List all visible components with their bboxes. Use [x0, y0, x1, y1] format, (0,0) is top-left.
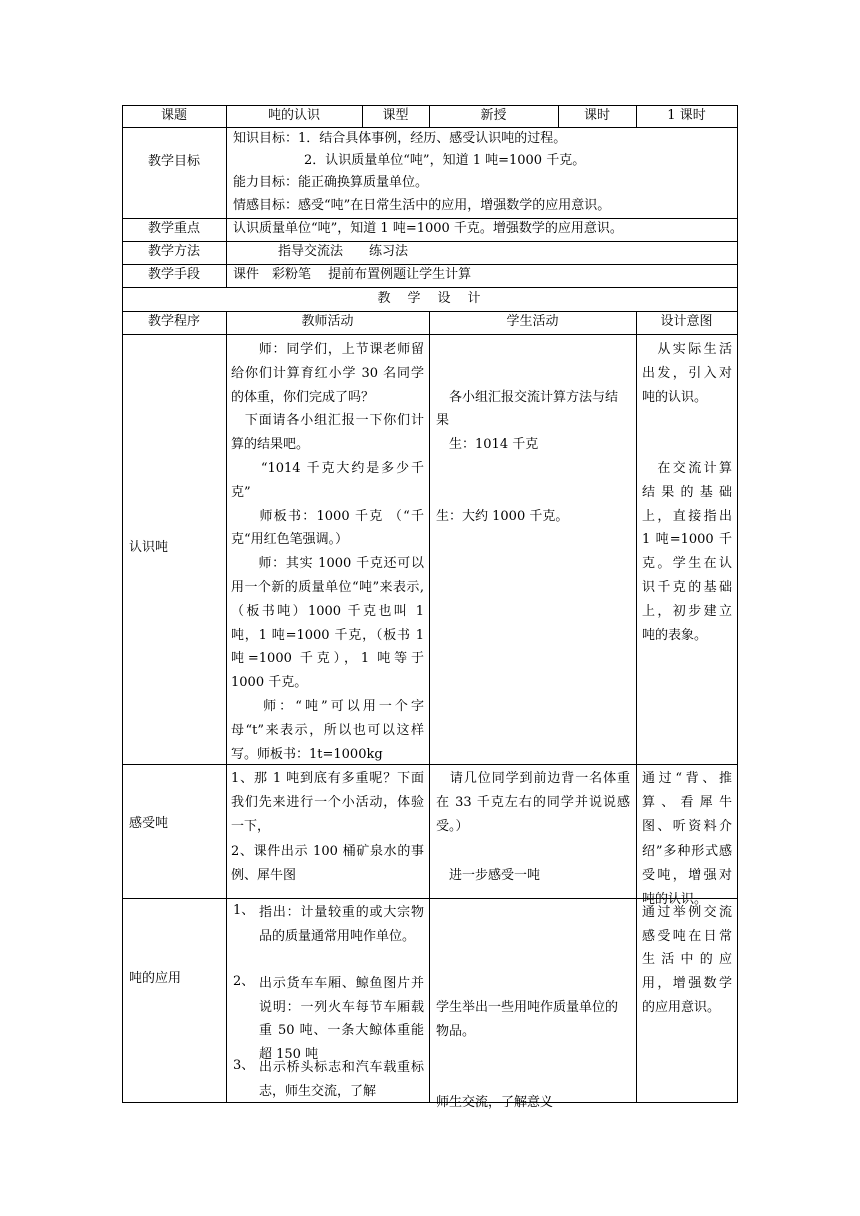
- means-label: 教学手段: [147, 267, 200, 282]
- column-header: 教学程序: [147, 314, 200, 329]
- methods-value: 指导交流法 练习法: [278, 244, 409, 259]
- student-activity: 请几位同学到前边背一名体重在 33 千克左右的同学并说说感受。） 进一步感受一吨: [436, 771, 630, 883]
- objectives-label: 教学目标: [147, 154, 200, 169]
- list-item: 指出：计量较重的或大宗物品的质量通常用吨作单位。: [259, 905, 424, 944]
- rule: [429, 311, 430, 1103]
- design-intent: 通过“背、推算、看犀牛图、听资料介绍”多种形式感受吨，增强对吨的认识。: [642, 771, 732, 908]
- list-marker: 2、: [233, 974, 255, 989]
- rule: [122, 127, 738, 128]
- list-marker: 1、: [233, 903, 255, 918]
- column-header: 设计意图: [660, 314, 713, 329]
- list-marker: 3、: [233, 1058, 255, 1073]
- hours-label: 课时: [583, 108, 610, 123]
- rule: [122, 1102, 738, 1103]
- design-intent: 通过举例交流感受吨在日常生活中的应用，增强数学的应用意识。: [642, 905, 732, 1015]
- rule: [226, 127, 227, 288]
- objectives-line: 2．认识质量单位“吨”，知道 1 吨=1000 千克。: [304, 153, 586, 168]
- type-label: 课型: [382, 108, 409, 123]
- hours-value: 1 课时: [667, 108, 706, 123]
- key-points-value: 认识质量单位“吨”，知道 1 吨=1000 千克。增强数学的应用意识。: [233, 221, 623, 236]
- rule: [636, 311, 637, 1103]
- column-header: 学生活动: [506, 314, 559, 329]
- stage-label: 吨的应用: [129, 971, 182, 986]
- key-points-label: 教学重点: [147, 221, 200, 236]
- rule: [122, 287, 738, 288]
- teacher-activity: 师：同学们，上节课老师留给你们计算育红小学 30 名同学的体重，你们完成了吗？ 下面请各小组汇报一下你们计算的结果吧。 “1014 千克大约是多少千克” 师板书：1000 千克 （“千克“用红色笔强调。） 师：其实 1000 千克还可以用一个新的质量单位“吨”来表示,（板书吨）1000 千克也叫 1 吨，1 吨=1000 千克，（板书 1 吨=1000 千克），1 吨等于 1000 千克。 师：“吨”可以用一个字母“t”来表示，所以也可以这样写。师板书：1t=1000kg: [231, 342, 424, 762]
- column-header: 教师活动: [301, 314, 354, 329]
- methods-label: 教学方法: [147, 244, 200, 259]
- rule: [226, 311, 227, 1103]
- design-title: 教 学 设 计: [377, 291, 483, 306]
- objectives-line: 知识目标：1．结合具体事例，经历、感受认识吨的过程。: [233, 131, 567, 146]
- list-item: 出示货车车厢、鲸鱼图片并说明：一列火车每节车厢载重 50 吨、一条大鲸体重能超 150 吨: [259, 976, 424, 1063]
- stage-label: 认识吨: [129, 540, 169, 555]
- student-activity: 学生举出一些用吨作质量单位的物品。 师生交流，了解意义: [436, 999, 619, 1110]
- rule: [122, 764, 738, 765]
- objectives-line: 能力目标：能正确换算质量单位。: [233, 175, 429, 190]
- rule: [122, 334, 738, 335]
- topic-value: 吨的认识: [267, 108, 320, 123]
- teacher-activity: 1、那 1 吨到底有多重呢？下面我们先来进行一个小活动，体验一下， 2、课件出示 100 桶矿泉水的事例、犀牛图: [231, 771, 424, 883]
- stage-label: 感受吨: [129, 816, 169, 831]
- rule: [737, 105, 738, 1103]
- design-intent: 从实际生活出发，引入对吨的认识。 在交流计算结果的基础上，直接指出 1 吨=1000 千克。学生在认识千克的基础上，初步建立吨的表象。: [642, 342, 732, 643]
- student-activity: 各小组汇报交流计算方法与结果 生：1014 千克 生：大约 1000 千克。: [436, 389, 619, 524]
- objectives-line: 情感目标：感受“吨”在日常生活中的应用，增强数学的应用意识。: [233, 198, 611, 213]
- topic-label: 课题: [160, 108, 187, 123]
- list-item: 出示桥头标志和汽车载重标志，师生交流，了解: [259, 1060, 424, 1099]
- means-value: 课件 彩粉笔 提前布置例题让学生计算: [233, 267, 472, 282]
- type-value: 新授: [480, 108, 507, 123]
